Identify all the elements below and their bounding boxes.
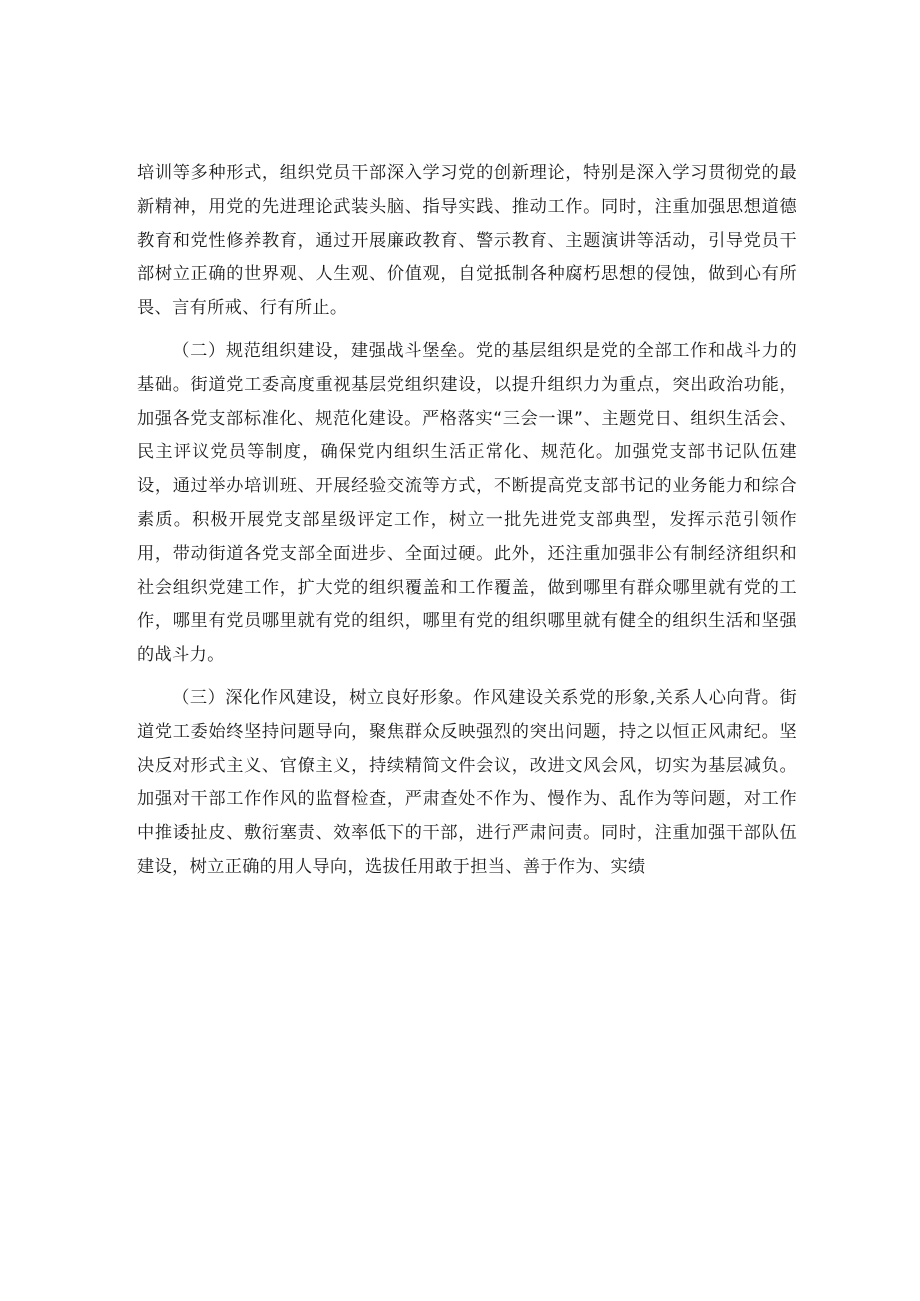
document-body bbox=[137, 157, 797, 894]
paragraph-continuation: 培训等多种形式，组织党员干部深入学习党的创新理论，特别是深入学习贯彻党的最新精神，用党的先进理论武装头脑、指导实践、推动工作。同时，注重加强思想道德教育和党性修养教育，通过开展廉政教育、警示教育、主题演讲等活动，引导党员干部树立正确的世界观、人生观、价值观，自觉抵制各种腐朽思想的侵蚀，做到心有所畏、言有所戒、行有所止。 bbox=[137, 163, 797, 319]
paragraph-work-style: （三）深化作风建设，树立良好形象。作风建设关系党的形象,关系人心向背。街道党工委始终坚持问题导向，聚焦群众反映强烈的突出问题，持之以恒正风肃纪。坚决反对形式主义、官僚主义，持续精简文件会议，改进文风会风，切实为基层减负。加强对干部工作作风的监督检查，严肃查处不作为、慢作为、乱作为等问题，对工作中推诿扯皮、敷衍塞责、效率低下的干部，进行严肃问责。同时，注重加强干部队伍建设，树立正确的用人导向，选拔任用敢于担当、善于作为、实绩 bbox=[137, 687, 797, 877]
paragraph-organization-building: （二）规范组织建设，建强战斗堡垒。党的基层组织是党的全部工作和战斗力的基础。街道党工委高度重视基层党组织建设，以提升组织力为重点，突出政治功能，加强各党支部标准化、规范化建设。严格落实“三会一课”、主题党日、组织生活会、民主评议党员等制度，确保党内组织生活正常化、规范化。加强党支部书记队伍建设，通过举办培训班、开展经验交流等方式，不断提高党支部书记的业务能力和综合素质。积极开展党支部星级评定工作，树立一批先进党支部典型，发挥示范引领作用，带动街道各党支部全面进步、全面过硬。此外，还注重加强非公有制经济组织和社会组织党建工作，扩大党的组织覆盖和工作覆盖，做到哪里有群众哪里就有党的工作，哪里有党员哪里就有党的组织，哪里有党的组织哪里就有健全的组织生活和坚强的战斗力。 bbox=[137, 340, 797, 666]
